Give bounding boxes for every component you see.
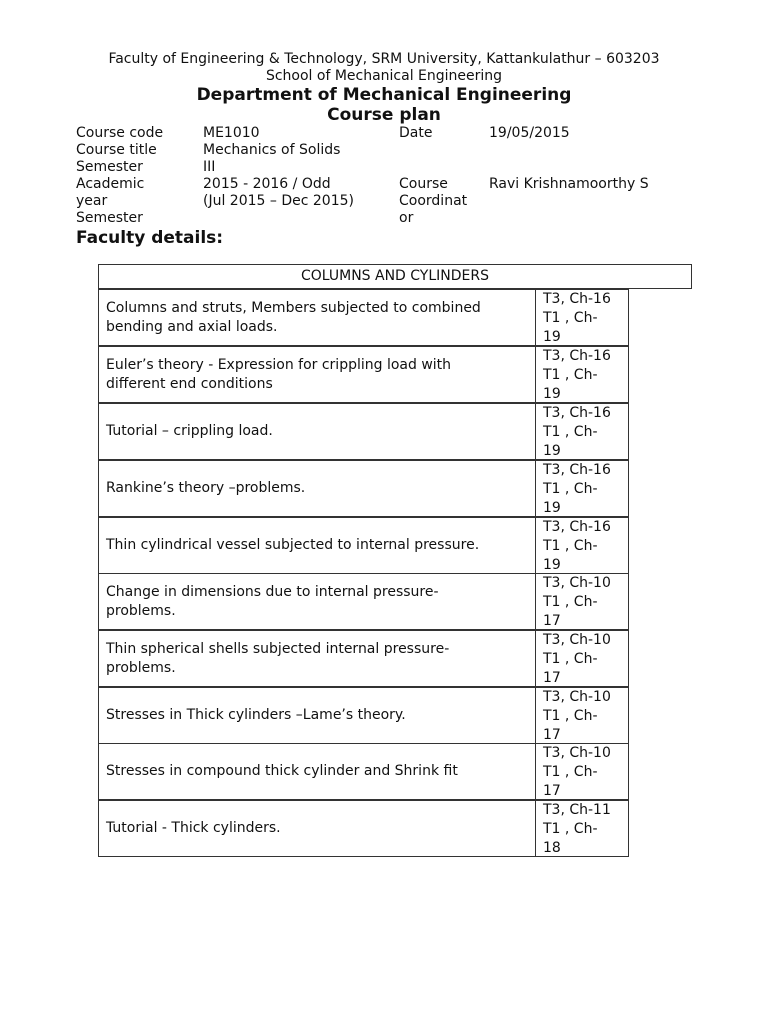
topic-cell [99, 461, 536, 516]
ref-line: T3, Ch-11 [543, 802, 611, 818]
ref-line: T3, Ch-16 [543, 348, 611, 364]
academic-year-value-1: 2015 - 2016 / Odd [203, 176, 331, 192]
ref-line: 19 [543, 500, 561, 516]
ref-line: 17 [543, 783, 561, 799]
reference-cell [536, 744, 628, 799]
reference-cell [536, 801, 628, 856]
reference-cell [536, 404, 628, 459]
topic-cell [99, 688, 536, 743]
course-title-value: Mechanics of Solids [203, 142, 341, 158]
table-row [98, 743, 629, 800]
topic-cell [99, 744, 536, 799]
ref-line: T3, Ch-16 [543, 405, 611, 421]
topic-cell [99, 801, 536, 856]
department-title: Department of Mechanical Engineering [196, 85, 572, 105]
reference-cell [536, 688, 628, 743]
institution-line: Faculty of Engineering & Technology, SRM University, Kattankulathur – 603203 [108, 51, 660, 67]
topic-cell [99, 518, 536, 573]
ref-line: 17 [543, 727, 561, 743]
ref-line: 19 [543, 386, 561, 402]
reference-cell [536, 518, 628, 573]
topic-line: problems. [106, 659, 176, 676]
table-row [98, 630, 629, 687]
date-label: Date [399, 125, 433, 141]
academic-year-label-2: year [76, 193, 108, 209]
date-value: 19/05/2015 [489, 125, 570, 141]
ref-line: T1 , Ch- [543, 310, 598, 326]
topic-line: Change in dimensions due to internal pressure- [106, 583, 439, 600]
semester-label: Semester [76, 159, 143, 175]
ref-line: T3, Ch-10 [543, 575, 611, 591]
topic-line: Thin cylindrical vessel subjected to internal pressure. [106, 537, 480, 553]
course-code-label: Course code [76, 125, 164, 141]
academic-year-label-3: Semester [76, 210, 143, 226]
course-code-value: ME1010 [203, 125, 260, 141]
ref-line: T1 , Ch- [543, 367, 598, 383]
reference-cell [536, 574, 628, 629]
reference-cell [536, 347, 628, 402]
table-row [98, 687, 629, 744]
faculty-details-heading: Faculty details: [76, 228, 224, 248]
ref-line: T1 , Ch- [543, 764, 598, 780]
semester-value: III [203, 159, 216, 175]
topic-line: Rankine’s theory –problems. [106, 480, 306, 496]
academic-year-label-1: Academic [76, 176, 145, 192]
course-title-label: Course title [76, 142, 157, 158]
ref-line: T3, Ch-10 [543, 689, 611, 705]
table-row [98, 800, 629, 857]
ref-line: T1 , Ch- [543, 594, 598, 610]
topic-line: Columns and struts, Members subjected to combined [106, 299, 481, 316]
ref-line: 18 [543, 840, 561, 856]
topic-cell [99, 404, 536, 459]
topic-cell [99, 631, 536, 686]
school-line: School of Mechanical Engineering [265, 68, 503, 84]
reference-cell [536, 631, 628, 686]
ref-line: T3, Ch-16 [543, 462, 611, 478]
table-section-title: COLUMNS AND CYLINDERS [98, 264, 692, 289]
ref-line: T3, Ch-16 [543, 519, 611, 535]
ref-line: T3, Ch-10 [543, 632, 611, 648]
academic-year-value-2: (Jul 2015 – Dec 2015) [203, 193, 354, 209]
ref-line: T1 , Ch- [543, 538, 598, 554]
topic-line: Tutorial – crippling load. [106, 423, 273, 439]
topic-line: problems. [106, 602, 176, 619]
coordinator-label-1: Course [399, 176, 448, 192]
table-row [98, 289, 629, 346]
topic-cell [99, 347, 536, 402]
topic-line: Stresses in compound thick cylinder and Shrink fit [106, 763, 458, 779]
ref-line: T3, Ch-10 [543, 745, 611, 761]
topic-line: different end conditions [106, 375, 273, 392]
ref-line: T1 , Ch- [543, 481, 598, 497]
topic-line: bending and axial loads. [106, 318, 278, 335]
table-row [98, 517, 629, 574]
table-row [98, 460, 629, 517]
course-plan-title: Course plan [327, 105, 441, 125]
ref-line: T3, Ch-16 [543, 291, 611, 307]
coordinator-label-2: Coordinat [399, 193, 468, 209]
reference-cell [536, 461, 628, 516]
ref-line: 19 [543, 329, 561, 345]
table-row [98, 573, 629, 630]
ref-line: T1 , Ch- [543, 821, 598, 837]
reference-cell [536, 290, 628, 345]
topic-line: Thin spherical shells subjected internal pressure- [106, 640, 450, 657]
ref-line: T1 , Ch- [543, 651, 598, 667]
table-row [98, 346, 629, 403]
ref-line: 17 [543, 670, 561, 686]
coordinator-value: Ravi Krishnamoorthy S [489, 176, 649, 192]
topic-line: Stresses in Thick cylinders –Lame’s theory. [106, 707, 406, 723]
coordinator-label-3: or [399, 210, 414, 226]
topic-line: Tutorial - Thick cylinders. [106, 820, 281, 836]
table-row [98, 403, 629, 460]
ref-line: 19 [543, 557, 561, 573]
topic-line: Euler’s theory - Expression for crippling load with [106, 356, 452, 373]
ref-line: 19 [543, 443, 561, 459]
ref-line: T1 , Ch- [543, 424, 598, 440]
topic-cell [99, 290, 536, 345]
ref-line: T1 , Ch- [543, 708, 598, 724]
ref-line: 17 [543, 613, 561, 629]
topic-cell [99, 574, 536, 629]
